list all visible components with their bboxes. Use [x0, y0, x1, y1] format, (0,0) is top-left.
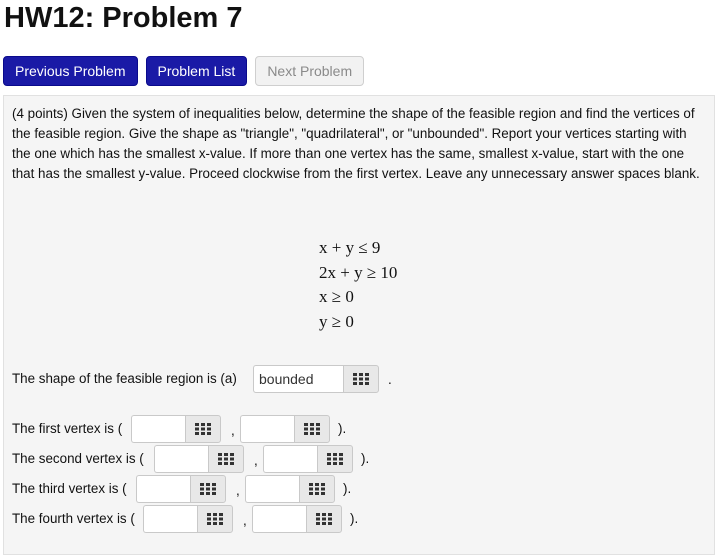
shape-period: . [388, 372, 392, 387]
shape-equation-editor-button[interactable] [343, 365, 379, 393]
grid-icon [200, 483, 216, 495]
vertex-2-comma: , [254, 453, 258, 468]
shape-input[interactable] [253, 365, 343, 393]
next-problem-button: Next Problem [255, 56, 364, 86]
vertex-1-close: ). [338, 421, 347, 436]
vertex-1-x-equation-editor-button[interactable] [185, 415, 221, 443]
vertex-3-x-equation-editor-button[interactable] [190, 475, 226, 503]
vertex-1-comma: , [231, 423, 235, 438]
grid-icon [316, 513, 332, 525]
vertex-2-x-input[interactable] [154, 445, 208, 473]
grid-icon [327, 453, 343, 465]
vertex-3-comma: , [236, 483, 240, 498]
problem-statement: (4 points) Given the system of inequalities below, determine the shape of the feasible region and find the vertices of the feasible region. Give the shape as "triangle", "quadrilateral", or "unbounded". Report your vertices starting with the one which has the smallest x-value. If more than one vertex has the same, smallest x-value, start with the one that has the smallest y-value. Proceed clockwise from the first vertex. Leave any unnecessary answer spaces blank. [12, 106, 700, 181]
grid-icon [304, 423, 320, 435]
inequality-system [319, 236, 397, 334]
vertex-2-label: The second vertex is ( [12, 451, 144, 466]
vertex-3-y-input[interactable] [245, 475, 299, 503]
inequality-2: 2x + y ≥ 10 [319, 262, 398, 282]
vertex-4-x-equation-editor-button[interactable] [197, 505, 233, 533]
vertex-2-close: ). [361, 451, 370, 466]
grid-icon [309, 483, 325, 495]
vertex-4-close: ). [350, 511, 359, 526]
inequality-3: x ≥ 0 [319, 287, 354, 306]
page-title: HW12: Problem 7 [4, 2, 243, 34]
grid-icon [218, 453, 234, 465]
grid-icon [207, 513, 223, 525]
previous-problem-button[interactable]: Previous Problem [3, 56, 138, 86]
vertex-4-y-input[interactable] [252, 505, 306, 533]
vertex-1-label: The first vertex is ( [12, 421, 123, 436]
problem-navigation [3, 56, 364, 86]
shape-prompt: The shape of the feasible region is (a) [12, 371, 237, 386]
vertex-3-x-input[interactable] [136, 475, 190, 503]
grid-icon [353, 373, 369, 385]
grid-icon [195, 423, 211, 435]
vertex-3-close: ). [343, 481, 352, 496]
vertex-3-label: The third vertex is ( [12, 481, 127, 496]
vertex-1-y-equation-editor-button[interactable] [294, 415, 330, 443]
vertex-1-x-input[interactable] [131, 415, 185, 443]
vertex-4-x-input[interactable] [143, 505, 197, 533]
vertex-2-y-input[interactable] [263, 445, 317, 473]
problem-list-button[interactable]: Problem List [146, 56, 248, 86]
inequality-1: x + y ≤ 9 [319, 238, 381, 257]
vertex-4-label: The fourth vertex is ( [12, 511, 135, 526]
inequality-4: y ≥ 0 [319, 311, 354, 331]
vertex-1-y-input[interactable] [240, 415, 294, 443]
vertex-4-y-equation-editor-button[interactable] [306, 505, 342, 533]
vertex-3-y-equation-editor-button[interactable] [299, 475, 335, 503]
vertex-2-x-equation-editor-button[interactable] [208, 445, 244, 473]
vertex-2-y-equation-editor-button[interactable] [317, 445, 353, 473]
problem-panel [3, 95, 715, 555]
vertex-4-comma: , [243, 513, 247, 528]
